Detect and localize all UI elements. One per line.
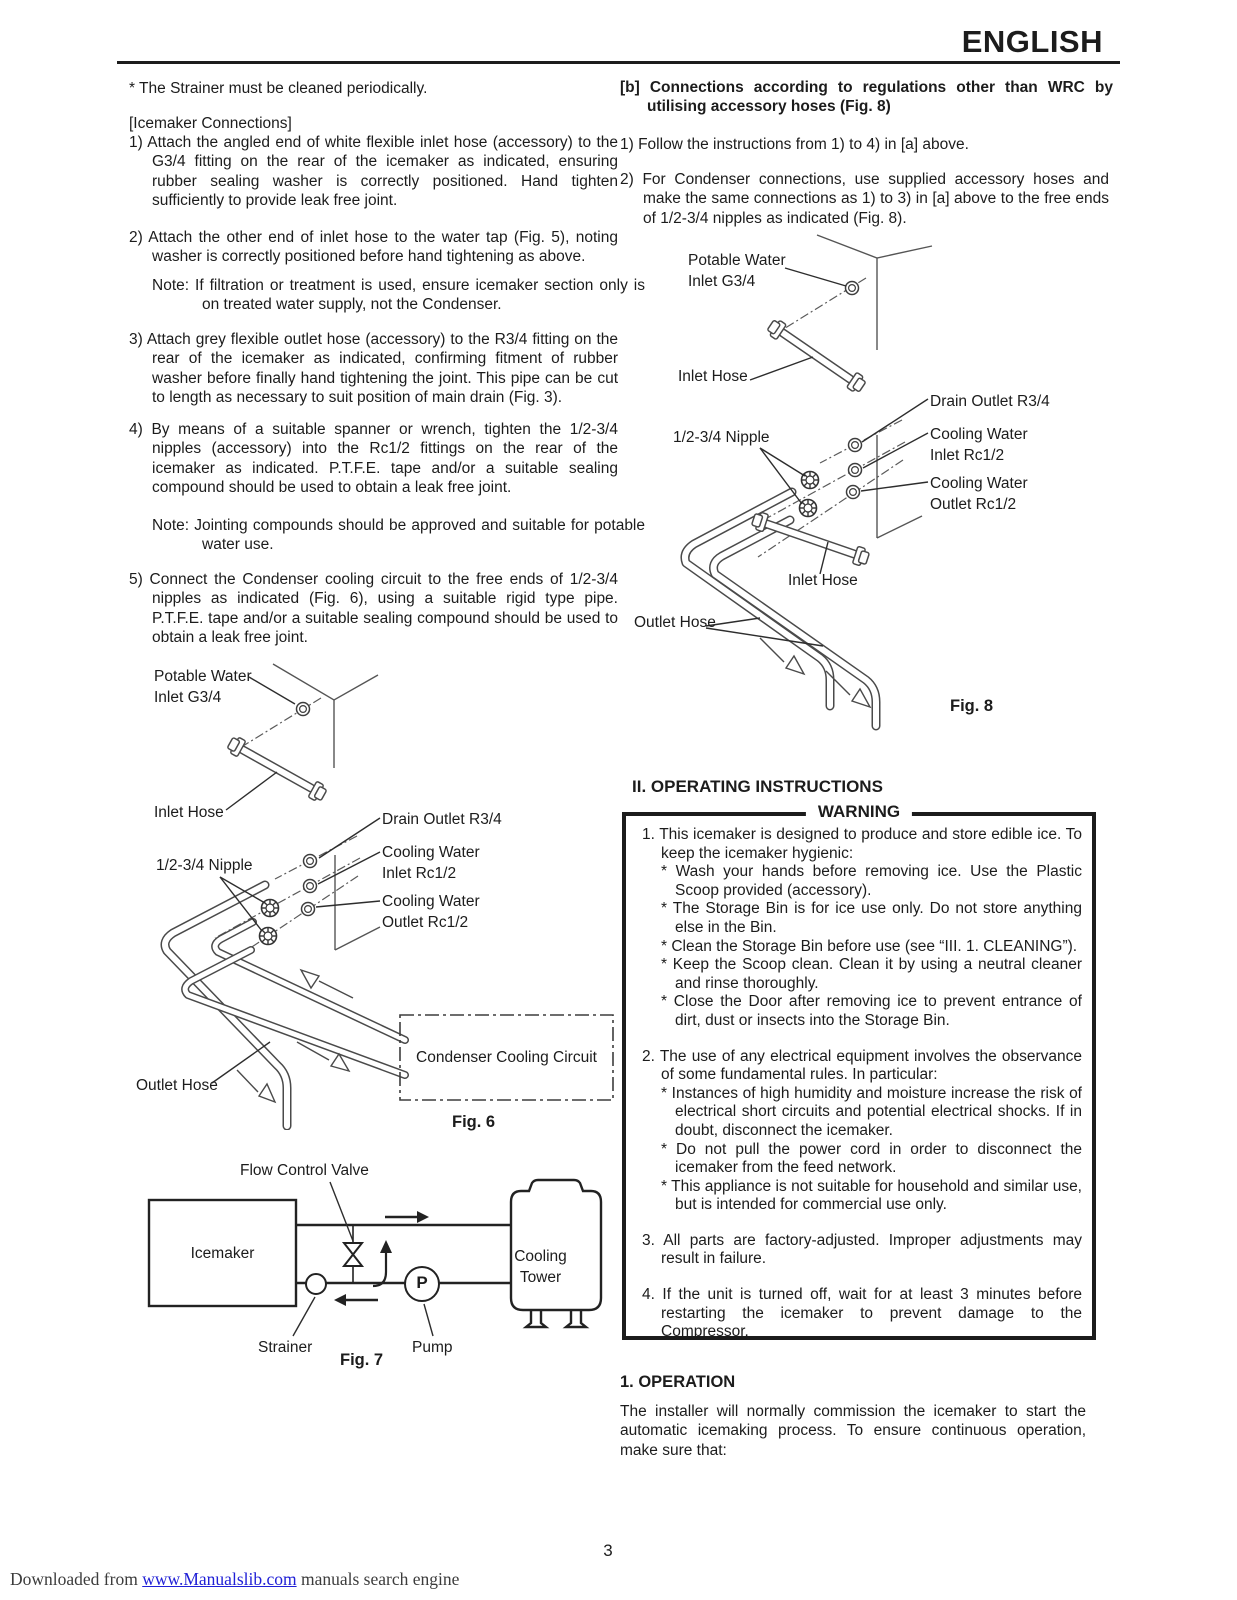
drain-outlet-fitting: [304, 855, 317, 868]
operation-heading: 1. OPERATION: [620, 1373, 736, 1391]
fig7-label-tower-2: Tower: [519, 1269, 562, 1286]
fig8-label-nipple: 1/2-3/4 Nipple: [673, 429, 770, 446]
warning-item: 2. The use of any electrical equipment involves the observance of some fundamental rules. In particular:: [642, 1047, 1082, 1084]
fig7-label-flow-valve: Flow Control Valve: [240, 1162, 369, 1179]
fig7-label-strainer: Strainer: [258, 1339, 313, 1356]
cooling-inlet-fitting: [849, 464, 862, 477]
condenser-circuit-label: Condenser Cooling Circuit: [416, 1049, 597, 1066]
inlet-hose-tube-lower: [751, 511, 871, 568]
fig6-caption: Fig. 6: [452, 1113, 496, 1131]
inlet-hose-tube-upper: [766, 318, 868, 395]
note-jointing: Note: Jointing compounds should be approved and suitable for potable water use.: [152, 517, 645, 554]
fig8-label-potable-1: Potable Water: [688, 252, 786, 269]
fig8-label-inlet-hose-lower: Inlet Hose: [788, 572, 858, 589]
cooling-outlet-fitting: [847, 486, 860, 499]
fig7-label-icemaker: Icemaker: [190, 1244, 255, 1262]
warning-title: WARNING: [806, 802, 912, 822]
page-language-header: ENGLISH: [961, 24, 1103, 59]
fig7-caption: Fig. 7: [340, 1351, 384, 1369]
operating-instructions-heading: II. OPERATING INSTRUCTIONS: [632, 777, 883, 796]
warning-content: [626, 816, 1092, 1342]
cooling-inlet-fitting: [304, 880, 317, 893]
warning-subitem: * Keep the Scoop clean. Clean it by using a neutral cleaner and rinse thoroughly.: [661, 956, 1082, 992]
fig8-label-drain: Drain Outlet R3/4: [930, 393, 1050, 410]
fig8-label-cw-outlet-1: Cooling Water: [930, 475, 1028, 492]
fig7-pump-symbol-letter: P: [416, 1273, 428, 1292]
icemaker-connections-label: [Icemaker Connections]: [129, 115, 292, 132]
fig6-label-drain: Drain Outlet R3/4: [382, 811, 502, 828]
arrow-right: [385, 1211, 429, 1223]
fig8-label-inlet-hose: Inlet Hose: [678, 368, 748, 385]
fig7-label-pump: Pump: [412, 1339, 453, 1356]
fig8-label-cw-inlet-1: Cooling Water: [930, 426, 1028, 443]
fig8-label-outlet-hose: Outlet Hose: [634, 614, 716, 631]
fig6-label-outlet-hose: Outlet Hose: [136, 1077, 218, 1094]
curved-arrow-up: [373, 1240, 392, 1286]
footer-suffix: manuals search engine: [296, 1569, 460, 1589]
warning-subitem: * Close the Door after removing ice to prevent entrance of dirt, dust or insects into the Storage Bin.: [661, 993, 1082, 1029]
warning-item: 4. If the unit is turned off, wait for at least 3 minutes before restarting the icemaker to prevent damage to the Compressor.: [642, 1286, 1082, 1341]
warning-item: 1. This icemaker is designed to produce and store edible ice. To keep the icemaker hygienic:: [642, 826, 1082, 862]
list-item-1: 1) Attach the angled end of white flexible inlet hose (accessory) to the G3/4 fitting on the rear of the icemaker as indicated, ensuring rubber sealing washer is correctly positioned. Hand tighten sufficiently to provide leak free joint.: [129, 134, 618, 210]
drain-outlet-fitting: [849, 439, 862, 452]
fig8-label-cw-outlet-2: Outlet Rc1/2: [930, 496, 1017, 513]
warning-item: 3. All parts are factory-adjusted. Improper adjustments may result in failure.: [642, 1231, 1082, 1268]
fig6-label-cw-outlet-2: Outlet Rc1/2: [382, 914, 469, 931]
page-number: 3: [603, 1541, 613, 1560]
list-item-3: 3) Attach grey flexible outlet hose (accessory) to the R3/4 fitting on the rear of the icemaker as indicated, confirming fitment of rubber washer before finally hand tightening the joint. This pipe can be cut to length as necessary to suit position of main drain (Fig. 3).: [129, 331, 618, 407]
list-item-5: 5) Connect the Condenser cooling circuit to the free ends of 1/2-3/4 nipples as indicated (Fig. 6), using a suitable rigid type pipe. P.T.F.E. tape and/or a suitable sealing compound should be used to obtain a leak free joint.: [129, 571, 618, 647]
warning-subitem: * Wash your hands before removing ice. Use the Plastic Scoop provided (accessory).: [661, 863, 1082, 899]
list-item-2: 2) Attach the other end of inlet hose to the water tap (Fig. 5), noting washer is correctly positioned before hand tightening as above.: [129, 229, 618, 266]
warning-subitem: * This appliance is not suitable for household and similar use, but is intended for commercial use only.: [661, 1177, 1082, 1214]
header-rule: [117, 61, 1120, 64]
note-filtration: Note: If filtration or treatment is used, ensure icemaker section only is on treated water supply, not the Condenser.: [152, 277, 645, 314]
operation-paragraph: The installer will normally commission the icemaker to start the automatic icemaking process. To ensure continuous operation, make sure that:: [620, 1403, 1086, 1459]
fig7-label-tower-1: Cooling: [514, 1248, 567, 1265]
warning-subitem: * Clean the Storage Bin before use (see “III. 1. CLEANING”).: [661, 937, 1078, 955]
nipple-1: [802, 472, 819, 489]
fig8-label-cw-inlet-2: Inlet Rc1/2: [930, 447, 1005, 464]
manualslib-link[interactable]: www.Manualslib.com: [142, 1569, 297, 1589]
list-item-4: 4) By means of a suitable spanner or wrench, tighten the 1/2-3/4 nipples (accessory) into the Rc1/2 fittings on the rear of the icemaker as indicated. P.T.F.E. tape and/or a suitable sealing compound should be used to obtain a leak free joint.: [129, 421, 618, 497]
fig6-label-nipple: 1/2-3/4 Nipple: [156, 857, 253, 874]
nipple-2: [800, 500, 817, 517]
valve-symbol: [344, 1243, 362, 1266]
fig6-label-inlet-hose: Inlet Hose: [154, 804, 224, 821]
arrow-left: [334, 1294, 378, 1306]
fig6-label-potable-1: Potable Water: [154, 668, 252, 685]
warning-subitem: * The Storage Bin is for ice use only. Do not store anything else in the Bin.: [661, 900, 1082, 936]
fig8-caption: Fig. 8: [950, 697, 994, 715]
fig6-label-potable-2: Inlet G3/4: [154, 689, 222, 706]
heading-connections-b: [b] Connections according to regulations other than WRC by utilising accessory hoses (Fig. 8): [620, 79, 1113, 116]
fig6-label-cw-inlet-2: Inlet Rc1/2: [382, 865, 457, 882]
icemaker-corner-lines: [817, 235, 932, 538]
right-item-2: 2) For Condenser connections, use supplied accessory hoses and make the same connections as 1) to 3) in [a] above to the free ends of 1/2-3/4 nipples as indicated (Fig. 8).: [620, 171, 1109, 227]
warning-subitem: * Instances of high humidity and moisture increase the risk of electrical short circuits and potential electrical shocks. If in doubt, disconnect the icemaker.: [661, 1084, 1082, 1139]
footer-credit: [10, 1569, 459, 1590]
icemaker-corner-lines: [273, 664, 380, 950]
strainer-symbol: [306, 1274, 326, 1294]
cooling-outlet-fitting: [302, 903, 315, 916]
fig6-label-cw-outlet-1: Cooling Water: [382, 893, 480, 910]
warning-box: [622, 802, 1096, 1341]
potable-inlet-fitting: [846, 282, 859, 295]
fig6-label-cw-inlet-1: Cooling Water: [382, 844, 480, 861]
fig7-leader-lines: [293, 1182, 433, 1336]
right-item-1: 1) Follow the instructions from 1) to 4) in [a] above.: [620, 136, 969, 153]
footer-prefix: Downloaded from: [10, 1569, 143, 1589]
potable-inlet-fitting: [297, 703, 310, 716]
fig8-label-potable-2: Inlet G3/4: [688, 273, 756, 290]
strainer-note: * The Strainer must be cleaned periodically.: [129, 80, 428, 97]
inlet-hose-tube: [226, 735, 328, 803]
warning-subitem: * Do not pull the power cord in order to disconnect the icemaker from the feed network.: [661, 1140, 1082, 1177]
